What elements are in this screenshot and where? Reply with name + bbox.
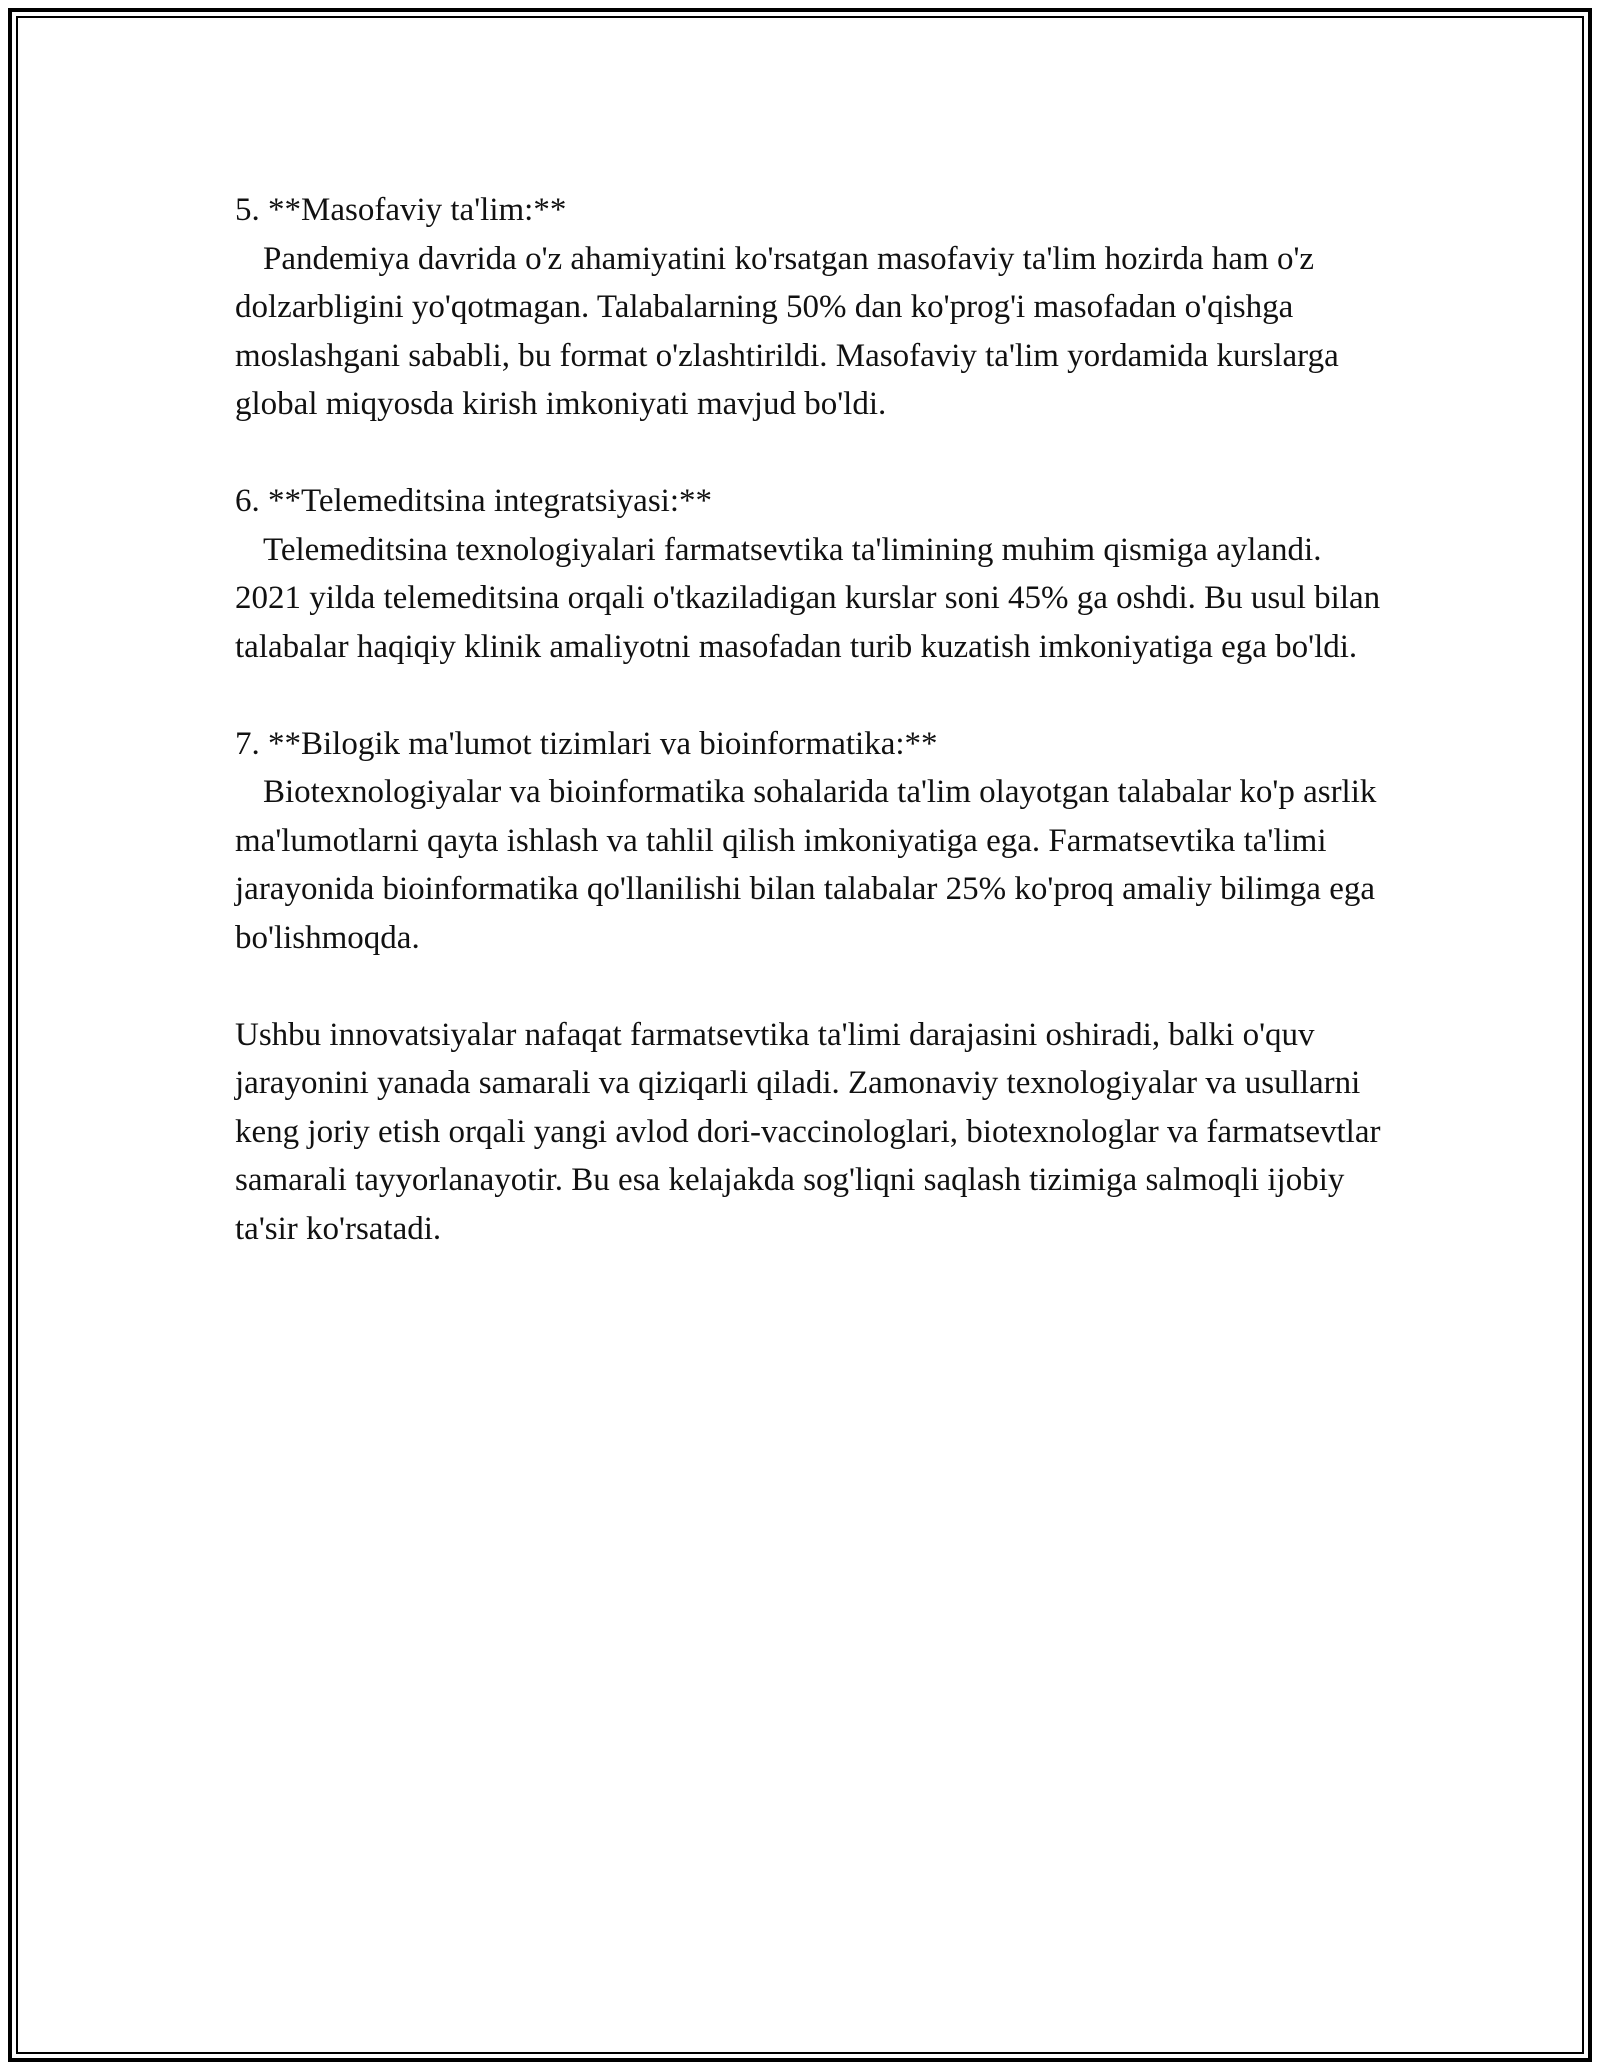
- section-bioinformatics: [235, 720, 1385, 963]
- section-heading: 6. **Telemeditsina integratsiyasi:**: [235, 483, 713, 519]
- section-heading: 5. **Masofaviy ta'lim:**: [235, 192, 567, 228]
- section-remote-learning: [235, 186, 1385, 429]
- section-telemedicine: [235, 477, 1385, 671]
- document-body: [235, 186, 1385, 1253]
- section-paragraph: Biotexnologiyalar va bioinformatika sohalarida ta'lim olayotgan talabalar ko'p asrlik ma'lumotlarni qayta ishlash va tahlil qilish imkoniyatiga ega. Farmatsevtika ta'limi jarayonida bioinformatika qo'llanilishi bilan talabalar 25% ko'proq amaliy bilimga ega bo'lishmoqda.: [235, 774, 1377, 956]
- section-paragraph: Telemeditsina texnologiyalari farmatsevtika ta'limining muhim qismiga aylandi. 2021 yilda telemeditsina orqali o'tkaziladigan kurslar soni 45% ga oshdi. Bu usul bilan talabalar haqiqiy klinik amaliyotni masofadan turib kuzatish imkoniyatiga ega bo'ldi.: [235, 531, 1381, 665]
- conclusion-paragraph: Ushbu innovatsiyalar nafaqat farmatsevtika ta'limi darajasini oshiradi, balki o'quv jarayonini yanada samarali va qiziqarli qiladi. Zamonaviy texnologiyalar va usullarni keng joriy etish orqali yangi avlod dori-vaccinologlari, biotexnologlar va farmatsevtlar samarali tayyorlanayotir. Bu esa kelajakda sog'liqni saqlash tizimiga salmoqli ijobiy ta'sir ko'rsatadi.: [235, 1016, 1381, 1247]
- section-paragraph: Pandemiya davrida o'z ahamiyatini ko'rsatgan masofaviy ta'lim hozirda ham o'z dolzarbligini yo'qotmagan. Talabalarning 50% dan ko'prog'i masofadan o'qishga moslashgani sababli, bu format o'zlashtirildi. Masofaviy ta'lim yordamida kurslarga global miqyosda kirish imkoniyati mavjud bo'ldi.: [235, 240, 1339, 422]
- section-heading: 7. **Bilogik ma'lumot tizimlari va bioinformatika:**: [235, 725, 938, 762]
